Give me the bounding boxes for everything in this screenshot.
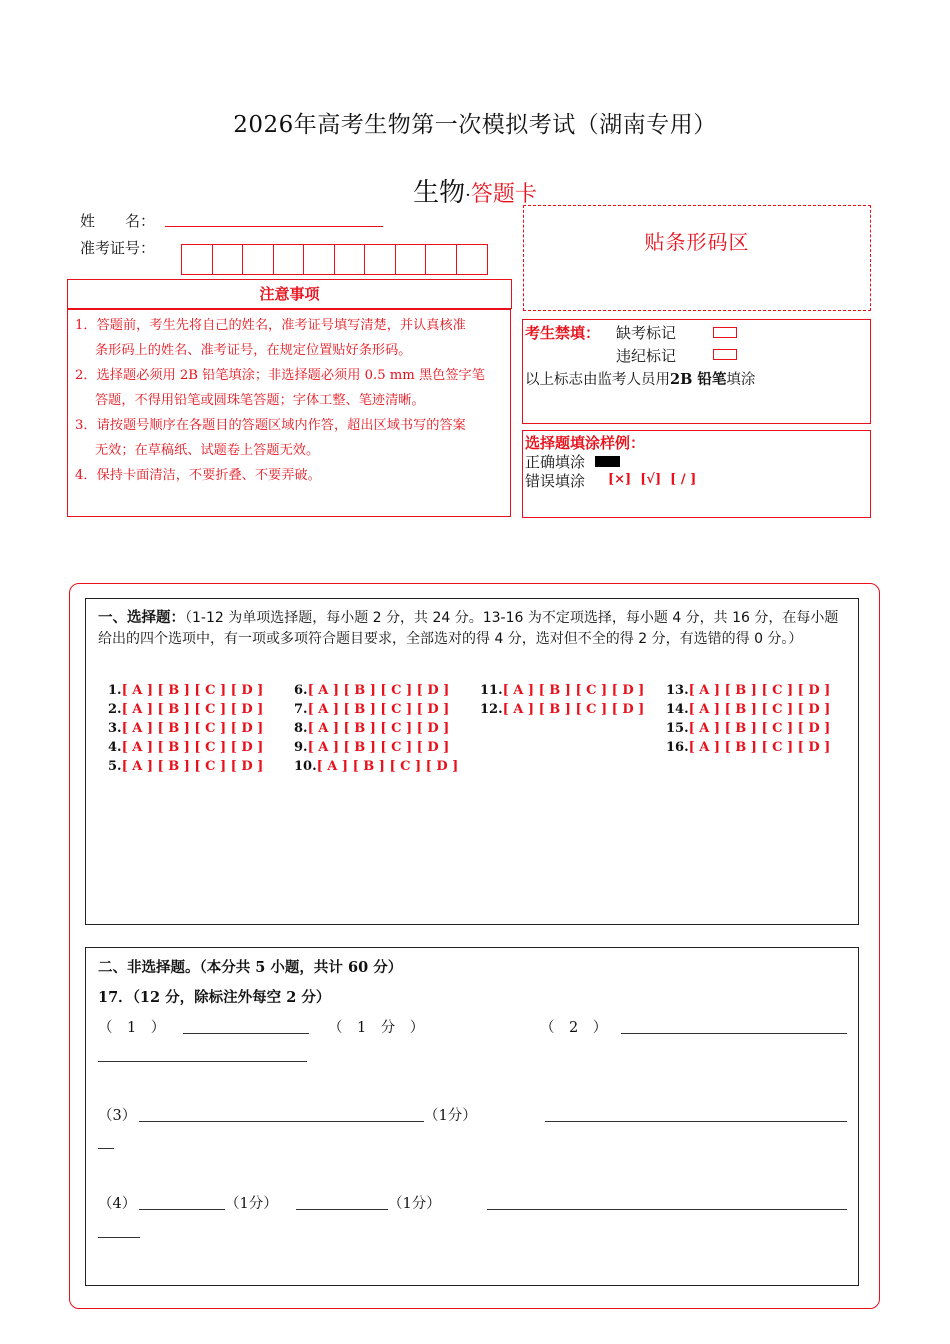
answer-options[interactable]: [ A ] [ B ] [ C ] [ D ] xyxy=(307,683,450,698)
card-subtitle xyxy=(0,172,950,209)
absent-mark-box[interactable] xyxy=(713,327,737,338)
barcode-label: 贴条形码区 xyxy=(644,230,750,254)
q17-part3-score: （1分） xyxy=(424,1108,477,1124)
choice-question-row xyxy=(294,740,449,755)
question-number: 3. xyxy=(108,721,122,736)
barcode-area xyxy=(523,205,871,311)
notice-line: 4．保持卡面清洁，不要折叠、不要弄破。 xyxy=(75,468,321,483)
choice-question-row xyxy=(108,740,263,755)
q17-part1-label: （ 1 ） xyxy=(98,1020,166,1036)
choice-question-row xyxy=(294,721,449,736)
answer-options[interactable]: [ A ] [ B ] [ C ] [ D ] xyxy=(307,702,450,717)
choice-question-row xyxy=(108,759,263,774)
q17-part4-label: （4） xyxy=(98,1196,137,1212)
choice-question-row xyxy=(108,702,263,717)
answer-options[interactable]: [ A ] [ B ] [ C ] [ D ] xyxy=(307,740,450,755)
choice-question-row xyxy=(666,683,830,698)
answer-options[interactable]: [ A ] [ B ] [ C ] [ D ] xyxy=(688,702,831,717)
choice-question-row xyxy=(108,721,263,736)
question-number: 16. xyxy=(666,740,689,755)
id-label: 准考证号： xyxy=(80,239,156,257)
choice-question-row xyxy=(294,683,449,698)
correct-fill-label: 正确填涂 xyxy=(525,453,586,471)
question-number: 14. xyxy=(666,702,689,717)
card-label: 答题卡 xyxy=(470,182,537,207)
question-number: 5. xyxy=(108,759,122,774)
question-number: 9. xyxy=(294,740,308,755)
violation-mark-box[interactable] xyxy=(713,349,737,360)
notice-line: 条形码上的姓名、准考证号，在规定位置贴好条形码。 xyxy=(95,343,412,358)
notice-line: 答题，不得用铅笔或圆珠笔答题；字体工整、笔迹清晰。 xyxy=(95,393,425,408)
answer-options[interactable]: [ A ] [ B ] [ C ] [ D ] xyxy=(316,759,459,774)
id-digit-box[interactable] xyxy=(213,245,244,274)
answer-options[interactable]: [ A ] [ B ] [ C ] [ D ] xyxy=(688,721,831,736)
answer-options[interactable]: [ A ] [ B ] [ C ] [ D ] xyxy=(688,683,831,698)
forbidden-note xyxy=(525,368,755,389)
q17-part4-answer-line-cont[interactable] xyxy=(98,1237,140,1238)
question-number: 10. xyxy=(294,759,317,774)
q17-part1-score: （ 1 分 ） xyxy=(328,1020,425,1036)
question-number: 8. xyxy=(294,721,308,736)
q17-part2-answer-line[interactable] xyxy=(621,1033,847,1034)
q17-part3-answer-line-b[interactable] xyxy=(545,1121,847,1122)
answer-options[interactable]: [ A ] [ B ] [ C ] [ D ] xyxy=(121,740,264,755)
section1-heading: 一、选择题： xyxy=(98,609,185,626)
question-number: 11. xyxy=(480,683,503,698)
question-number: 4. xyxy=(108,740,122,755)
q17-part3-label: （3） xyxy=(98,1108,137,1124)
choice-question-row xyxy=(666,721,830,736)
id-digit-box[interactable] xyxy=(304,245,335,274)
question-number: 7. xyxy=(294,702,308,717)
violation-label: 违纪标记 xyxy=(616,347,677,365)
q17-part1-answer-line[interactable] xyxy=(183,1033,309,1034)
choice-question-row xyxy=(480,702,644,717)
correct-fill-mark xyxy=(595,456,620,467)
section1-instructions xyxy=(98,607,850,650)
answer-options[interactable]: [ A ] [ B ] [ C ] [ D ] xyxy=(121,759,264,774)
id-digit-box[interactable] xyxy=(243,245,274,274)
notice-line: 无效；在草稿纸、试题卷上答题无效。 xyxy=(95,443,320,458)
answer-options[interactable]: [ A ] [ B ] [ C ] [ D ] xyxy=(121,721,264,736)
wrong-fill-marks: [×] [√] [ / ] xyxy=(608,472,697,487)
subtitle-separator: · xyxy=(465,185,471,206)
q17-part4-answer-line-b[interactable] xyxy=(296,1209,388,1210)
section2-heading: 二、非选择题。（本分共 5 小题，共计 60 分） xyxy=(98,959,403,976)
q17-part2-answer-line-cont[interactable] xyxy=(98,1061,307,1062)
q17-part4-answer-line-c[interactable] xyxy=(487,1209,847,1210)
choice-question-row xyxy=(108,683,263,698)
id-digit-box[interactable] xyxy=(182,245,213,274)
answer-options[interactable]: [ A ] [ B ] [ C ] [ D ] xyxy=(502,683,645,698)
id-digit-box[interactable] xyxy=(396,245,427,274)
id-digit-box[interactable] xyxy=(365,245,396,274)
q17-part4-score-a: （1分） xyxy=(225,1196,278,1212)
subject-name: 生物 xyxy=(413,178,466,208)
name-field[interactable] xyxy=(165,226,383,227)
q17-part3-answer-line-cont[interactable] xyxy=(98,1148,114,1149)
name-label: 姓 名： xyxy=(80,212,156,230)
answer-options[interactable]: [ A ] [ B ] [ C ] [ D ] xyxy=(307,721,450,736)
choice-question-row xyxy=(666,740,830,755)
id-digit-box[interactable] xyxy=(457,245,488,274)
choice-question-row xyxy=(480,683,644,698)
question-number: 12. xyxy=(480,702,503,717)
id-digit-box[interactable] xyxy=(335,245,366,274)
choice-question-row xyxy=(666,702,830,717)
q17-part2-label: （ 2 ） xyxy=(540,1020,608,1036)
absent-label: 缺考标记 xyxy=(616,324,677,342)
forbidden-note-prefix: 以上标志由监考人员用 xyxy=(525,372,670,388)
answer-options[interactable]: [ A ] [ B ] [ C ] [ D ] xyxy=(688,740,831,755)
forbidden-label: 考生禁填： xyxy=(525,324,601,342)
exam-title: 2026年高考生物第一次模拟考试（湖南专用） xyxy=(233,112,717,138)
notice-heading: 注意事项 xyxy=(67,279,512,309)
q17-part3-answer-line-a[interactable] xyxy=(139,1121,424,1122)
forbidden-note-bold: 2B 铅笔 xyxy=(670,371,727,388)
id-digit-box[interactable] xyxy=(426,245,457,274)
choice-question-row xyxy=(294,702,449,717)
notice-box xyxy=(67,309,511,517)
notice-line: 2．选择题必须用 2B 铅笔填涂；非选择题必须用 0.5 mm 黑色签字笔 xyxy=(75,368,485,383)
question-number: 2. xyxy=(108,702,122,717)
sample-label: 选择题填涂样例： xyxy=(525,434,646,452)
id-number-boxes[interactable] xyxy=(181,244,488,275)
answer-options[interactable]: [ A ] [ B ] [ C ] [ D ] xyxy=(121,702,264,717)
forbidden-note-suffix: 填涂 xyxy=(726,372,756,388)
question-number: 15. xyxy=(666,721,689,736)
question-number: 6. xyxy=(294,683,308,698)
choice-question-row xyxy=(294,759,458,774)
q17-part4-answer-line-a[interactable] xyxy=(139,1209,225,1210)
section1-desc: （1-12 为单项选择题，每小题 2 分，共 24 分。13-16 为不定项选择，每小题 4 分，共 16 分，在每小题给出的四个选项中，有一项或多项符合题目要求，全部选对的得 4 分，选对但不全的得 2 分，有选错的得 0 分。） xyxy=(98,610,839,647)
question-number: 13. xyxy=(666,683,689,698)
id-digit-box[interactable] xyxy=(274,245,305,274)
notice-line: 3．请按题号顺序在各题目的答题区域内作答，超出区域书写的答案 xyxy=(75,418,466,433)
answer-options[interactable]: [ A ] [ B ] [ C ] [ D ] xyxy=(121,683,264,698)
q17-part4-score-b: （1分） xyxy=(388,1196,441,1212)
question-number: 1. xyxy=(108,683,122,698)
wrong-fill-label: 错误填涂 xyxy=(525,472,586,490)
notice-line: 1．答题前，考生先将自己的姓名，准考证号填写清楚，并认真核准 xyxy=(75,318,466,333)
answer-options[interactable]: [ A ] [ B ] [ C ] [ D ] xyxy=(502,702,645,717)
q17-heading: 17．（12 分，除标注外每空 2 分） xyxy=(98,989,331,1006)
